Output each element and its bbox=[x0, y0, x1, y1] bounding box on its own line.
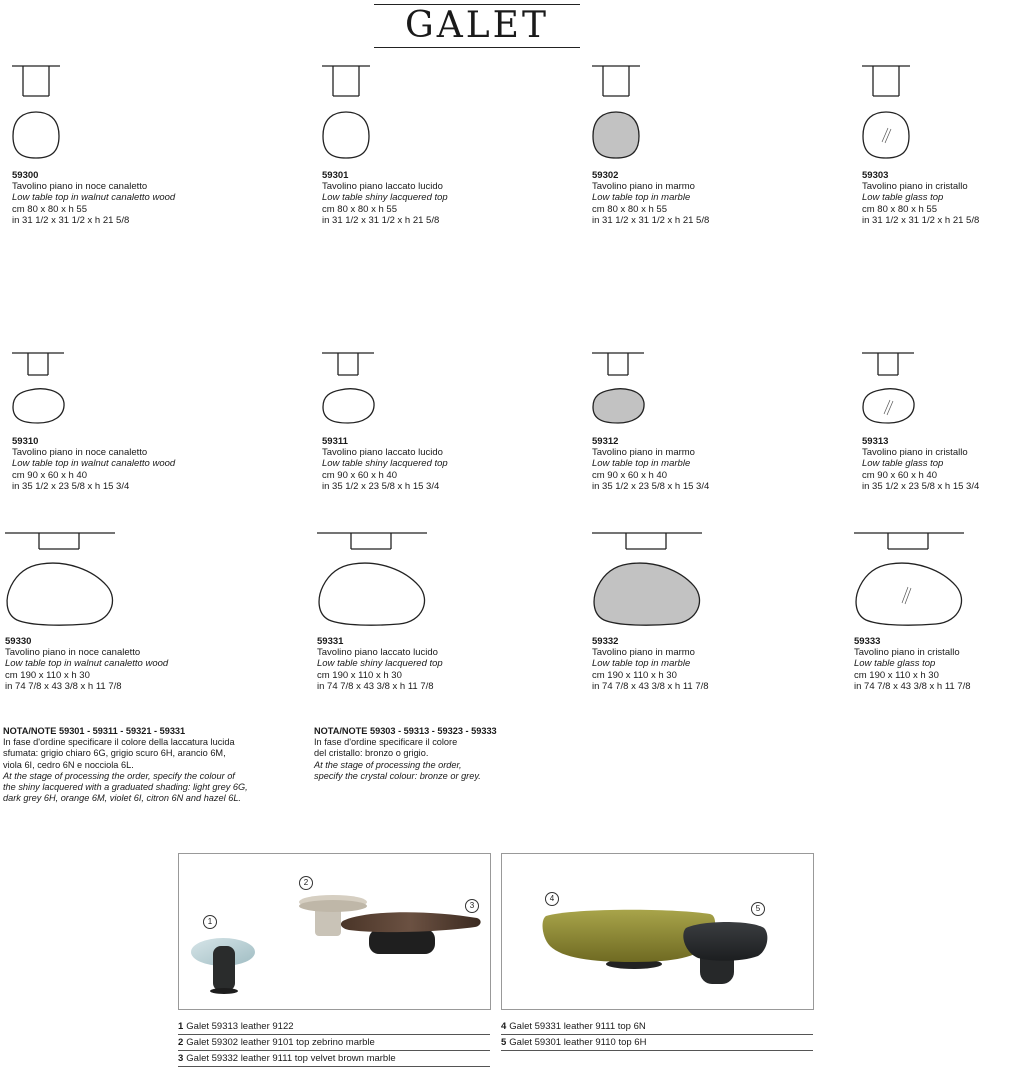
photo-marker-5: 5 bbox=[751, 902, 765, 916]
product-59330-info bbox=[5, 636, 168, 692]
product-59333-info bbox=[854, 636, 971, 692]
product-desc-it: Tavolino piano laccato lucido bbox=[317, 647, 438, 659]
product-desc-it: Tavolino piano in noce canaletto bbox=[5, 647, 141, 659]
note-line: viola 6I, cedro 6N e nocciola 6L. bbox=[3, 759, 134, 770]
product-code: 59311 bbox=[322, 436, 348, 447]
product-59310-drawing bbox=[12, 351, 68, 427]
product-dims-cm: cm 190 x 110 x h 30 bbox=[5, 669, 90, 681]
product-dims-cm: cm 190 x 110 x h 30 bbox=[592, 669, 677, 681]
product-dims-in: in 74 7/8 x 43 3/8 x h 11 7/8 bbox=[592, 680, 709, 692]
photo-right-scene bbox=[502, 854, 813, 1009]
note-line: In fase d'ordine specificare il colore bbox=[314, 737, 458, 748]
product-desc-en: Low table glass top bbox=[862, 458, 944, 470]
product-code: 59333 bbox=[854, 636, 881, 647]
note-line-en: dark grey 6H, orange 6M, violet 6I, citron 6N and hazel 6L. bbox=[3, 793, 241, 804]
product-59313-info bbox=[862, 436, 979, 492]
product-dims-cm: cm 80 x 80 x h 55 bbox=[322, 203, 397, 215]
product-dims-cm: cm 190 x 110 x h 30 bbox=[854, 669, 939, 681]
caption-text: Galet 59302 leather 9101 top zebrino marble bbox=[186, 1037, 375, 1048]
product-desc-en: Low table top in walnut canaletto wood bbox=[5, 658, 169, 670]
product-dims-in: in 35 1/2 x 23 5/8 x h 15 3/4 bbox=[322, 480, 440, 492]
product-desc-en: Low table shiny lacquered top bbox=[322, 458, 448, 470]
note-line-en: At the stage of processing the order, specify the colour of bbox=[3, 770, 235, 781]
product-desc-en: Low table shiny lacquered top bbox=[317, 658, 443, 670]
caption-5 bbox=[501, 1036, 813, 1051]
caption-number: 5 bbox=[501, 1037, 507, 1048]
photo-right bbox=[501, 853, 814, 1010]
product-dims-in: in 31 1/2 x 31 1/2 x h 21 5/8 bbox=[322, 214, 440, 226]
product-desc-it: Tavolino piano laccato lucido bbox=[322, 181, 443, 193]
product-code: 59313 bbox=[862, 436, 889, 447]
caption-number: 2 bbox=[178, 1037, 184, 1048]
product-desc-en: Low table glass top bbox=[862, 192, 944, 204]
photo-marker-2: 2 bbox=[299, 876, 313, 890]
product-dims-cm: cm 80 x 80 x h 55 bbox=[12, 203, 87, 215]
product-desc-en: Low table top in walnut canaletto wood bbox=[12, 192, 176, 204]
product-59313-drawing bbox=[862, 351, 918, 427]
product-59330-drawing bbox=[5, 530, 117, 628]
product-desc-it: Tavolino piano in marmo bbox=[592, 447, 695, 459]
product-59303-drawing bbox=[862, 64, 912, 160]
product-59312-drawing bbox=[592, 351, 648, 427]
note-line: sfumata: grigio chiaro 6G, grigio scuro 6H, arancio 6M, bbox=[3, 748, 226, 759]
photo-left bbox=[178, 853, 491, 1010]
note-line-en: the shiny lacquered with a graduated shading: light grey 6G, bbox=[3, 782, 248, 793]
caption-text: Galet 59313 leather 9122 bbox=[186, 1021, 294, 1032]
caption-4 bbox=[501, 1020, 813, 1035]
caption-2 bbox=[178, 1036, 490, 1051]
product-dims-cm: cm 90 x 60 x h 40 bbox=[862, 469, 937, 481]
product-dims-cm: cm 80 x 80 x h 55 bbox=[592, 203, 667, 215]
product-desc-it: Tavolino piano in noce canaletto bbox=[12, 447, 148, 459]
product-desc-it: Tavolino piano in marmo bbox=[592, 181, 695, 193]
caption-number: 3 bbox=[178, 1053, 184, 1064]
product-dims-in: in 74 7/8 x 43 3/8 x h 11 7/8 bbox=[317, 680, 434, 692]
photo-left-scene bbox=[179, 854, 490, 1009]
product-code: 59303 bbox=[862, 170, 889, 181]
product-59303-info bbox=[862, 170, 979, 226]
title-block bbox=[374, 4, 580, 48]
product-desc-it: Tavolino piano laccato lucido bbox=[322, 447, 443, 459]
caption-3 bbox=[178, 1052, 490, 1067]
product-dims-cm: cm 90 x 60 x h 40 bbox=[592, 469, 667, 481]
photo-marker-4: 4 bbox=[545, 892, 559, 906]
note-heading: NOTA/NOTE 59301 - 59311 - 59321 - 59331 bbox=[3, 726, 186, 736]
note-line-en: At the stage of processing the order, bbox=[314, 759, 462, 770]
title-rule-bottom bbox=[374, 47, 580, 48]
product-59311-drawing bbox=[322, 351, 378, 427]
product-code: 59310 bbox=[12, 436, 39, 447]
product-desc-it: Tavolino piano in noce canaletto bbox=[12, 181, 148, 193]
caption-1 bbox=[178, 1020, 490, 1035]
product-desc-en: Low table glass top bbox=[854, 658, 936, 670]
page-title: GALET bbox=[405, 5, 549, 46]
product-59301-info bbox=[322, 170, 448, 226]
product-59331-info bbox=[317, 636, 443, 692]
product-desc-en: Low table shiny lacquered top bbox=[322, 192, 448, 204]
product-dims-in: in 35 1/2 x 23 5/8 x h 15 3/4 bbox=[592, 480, 710, 492]
photo-marker-3: 3 bbox=[465, 899, 479, 913]
product-59332-drawing bbox=[592, 530, 704, 628]
product-code: 59300 bbox=[12, 170, 39, 181]
product-desc-en: Low table top in walnut canaletto wood bbox=[12, 458, 176, 470]
product-dims-in: in 31 1/2 x 31 1/2 x h 21 5/8 bbox=[592, 214, 710, 226]
product-code: 59302 bbox=[592, 170, 619, 181]
product-dims-in: in 74 7/8 x 43 3/8 x h 11 7/8 bbox=[854, 680, 971, 692]
product-desc-en: Low table top in marble bbox=[592, 458, 691, 470]
caption-number: 4 bbox=[501, 1021, 507, 1032]
note-line: In fase d'ordine specificare il colore della laccatura lucida bbox=[3, 737, 235, 748]
product-desc-en: Low table top in marble bbox=[592, 192, 691, 204]
note-heading: NOTA/NOTE 59303 - 59313 - 59323 - 59333 bbox=[314, 726, 497, 736]
product-dims-cm: cm 90 x 60 x h 40 bbox=[12, 469, 87, 481]
caption-number: 1 bbox=[178, 1021, 184, 1032]
note-line: del cristallo: bronzo o grigio. bbox=[314, 748, 429, 759]
product-59302-info bbox=[592, 170, 709, 226]
product-code: 59301 bbox=[322, 170, 349, 181]
product-dims-in: in 35 1/2 x 23 5/8 x h 15 3/4 bbox=[862, 480, 980, 492]
product-59312-info bbox=[592, 436, 709, 492]
product-desc-it: Tavolino piano in marmo bbox=[592, 647, 695, 659]
product-dims-in: in 31 1/2 x 31 1/2 x h 21 5/8 bbox=[862, 214, 980, 226]
product-code: 59332 bbox=[592, 636, 619, 647]
product-59300-info bbox=[12, 170, 175, 226]
product-desc-it: Tavolino piano in cristallo bbox=[854, 647, 960, 659]
note-line-en: specify the crystal colour: bronze or grey. bbox=[314, 770, 481, 781]
note-lacquer bbox=[3, 726, 248, 804]
product-dims-in: in 74 7/8 x 43 3/8 x h 11 7/8 bbox=[5, 680, 122, 692]
product-dims-in: in 31 1/2 x 31 1/2 x h 21 5/8 bbox=[12, 214, 130, 226]
product-dims-in: in 35 1/2 x 23 5/8 x h 15 3/4 bbox=[12, 480, 130, 492]
product-desc-it: Tavolino piano in cristallo bbox=[862, 447, 968, 459]
product-59332-info bbox=[592, 636, 709, 692]
product-code: 59330 bbox=[5, 636, 32, 647]
product-59331-drawing bbox=[317, 530, 429, 628]
product-code: 59312 bbox=[592, 436, 619, 447]
product-59311-info bbox=[322, 436, 448, 492]
product-desc-it: Tavolino piano in cristallo bbox=[862, 181, 968, 193]
caption-text: Galet 59301 leather 9110 top 6H bbox=[509, 1037, 647, 1048]
product-59302-drawing bbox=[592, 64, 642, 160]
product-dims-cm: cm 190 x 110 x h 30 bbox=[317, 669, 402, 681]
product-code: 59331 bbox=[317, 636, 344, 647]
product-59333-drawing bbox=[854, 530, 966, 628]
caption-text: Galet 59332 leather 9111 top velvet brown marble bbox=[186, 1053, 396, 1064]
product-dims-cm: cm 90 x 60 x h 40 bbox=[322, 469, 397, 481]
photo-marker-1: 1 bbox=[203, 915, 217, 929]
caption-text: Galet 59331 leather 9111 top 6N bbox=[509, 1021, 646, 1032]
product-59310-info bbox=[12, 436, 175, 492]
product-59300-drawing bbox=[12, 64, 62, 160]
product-desc-en: Low table top in marble bbox=[592, 658, 691, 670]
product-dims-cm: cm 80 x 80 x h 55 bbox=[862, 203, 937, 215]
product-59301-drawing bbox=[322, 64, 372, 160]
note-crystal bbox=[314, 726, 497, 782]
